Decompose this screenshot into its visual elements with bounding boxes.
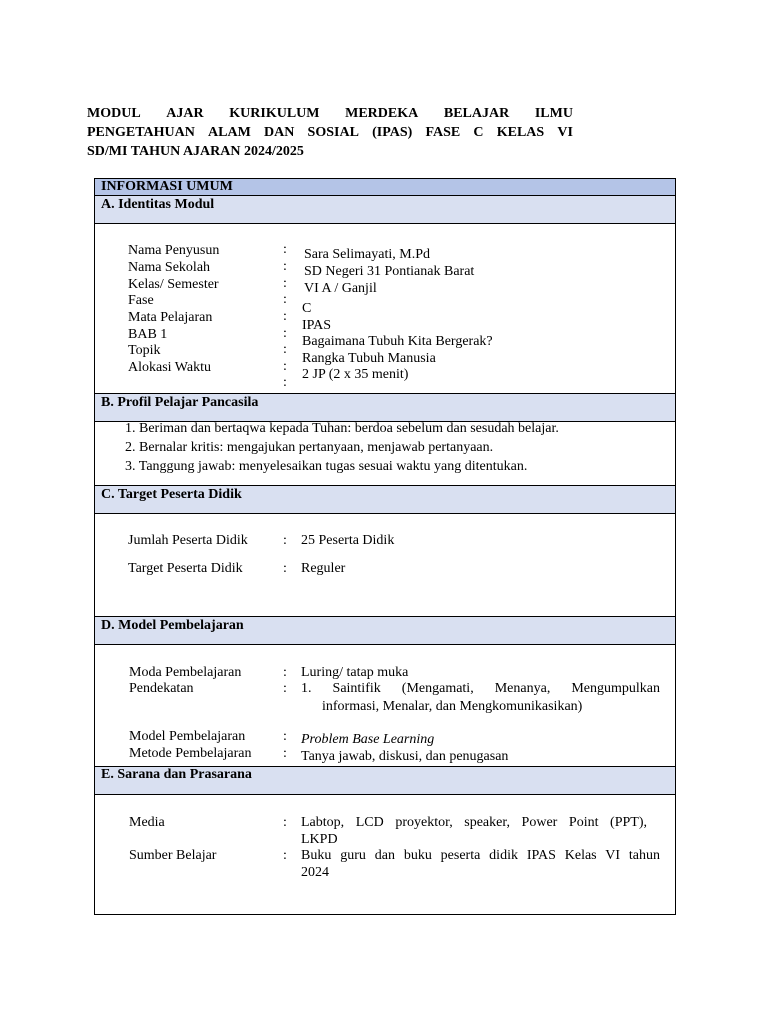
label-nama-sekolah: Nama Sekolah	[128, 260, 211, 275]
label-topik: Topik	[128, 343, 161, 358]
label-moda: Moda Pembelajaran	[129, 665, 242, 680]
colon: :	[283, 665, 287, 680]
title-word: MODUL	[87, 106, 141, 121]
value-alokasi-waktu: 2 JP (2 x 35 menit)	[302, 367, 409, 382]
title-word: PENGETAHUAN	[87, 125, 195, 140]
value-jumlah-peserta: 25 Peserta Didik	[301, 533, 395, 548]
title-word: KELAS	[496, 125, 545, 140]
section-header-sarana-prasarana	[95, 766, 675, 795]
section-title: A. Identitas Modul	[101, 197, 215, 212]
colon: :	[283, 276, 287, 291]
colon: :	[283, 326, 287, 341]
title-line-1	[87, 104, 573, 123]
title-word: C	[473, 125, 484, 140]
value-metode: Tanya jawab, diskusi, dan penugasan	[301, 749, 509, 764]
section-title: B. Profil Pelajar Pancasila	[101, 395, 259, 410]
label-nama-penyusun: Nama Penyusun	[128, 243, 220, 258]
title-word: BELAJAR	[443, 106, 510, 121]
value-nama-penyusun: Sara Selimayati, M.Pd	[304, 247, 430, 262]
title-line-2	[87, 123, 573, 142]
label-metode: Metode Pembelajaran	[129, 746, 252, 761]
title-word: MERDEKA	[345, 106, 419, 121]
colon: :	[283, 359, 287, 374]
colon: :	[283, 292, 287, 307]
section-header-informasi-umum	[95, 179, 675, 196]
document-title	[87, 104, 573, 161]
label-kelas-semester: Kelas/ Semester	[128, 277, 219, 292]
value-media-line1: Labtop, LCD proyektor, speaker, Power Point (PPT),	[301, 815, 647, 830]
colon: :	[283, 375, 287, 390]
section-title: INFORMASI UMUM	[101, 179, 233, 194]
colon: :	[283, 746, 287, 761]
title-word: (IPAS)	[372, 125, 413, 140]
value-nama-sekolah: SD Negeri 31 Pontianak Barat	[304, 264, 475, 279]
value-media-line2: LKPD	[301, 832, 338, 847]
value-mata-pelajaran: IPAS	[302, 318, 332, 333]
colon: :	[283, 729, 287, 744]
value-pendekatan-line1: 1. Saintifik (Mengamati, Menanya, Mengumpulkan	[301, 681, 660, 696]
label-model: Model Pembelajaran	[129, 729, 246, 744]
colon: :	[283, 681, 287, 696]
section-header-target-peserta	[95, 485, 675, 514]
title-word: ALAM	[208, 125, 251, 140]
value-fase: C	[302, 301, 312, 316]
label-fase: Fase	[128, 293, 154, 308]
label-bab: BAB 1	[128, 327, 168, 342]
list-item: 3. Tanggung jawab: menyelesaikan tugas sesuai waktu yang ditentukan.	[125, 459, 528, 474]
colon: :	[283, 259, 287, 274]
value-moda: Luring/ tatap muka	[301, 665, 409, 680]
label-sumber-belajar: Sumber Belajar	[129, 848, 217, 863]
colon: :	[283, 342, 287, 357]
title-word: DAN	[264, 125, 295, 140]
label-mata-pelajaran: Mata Pelajaran	[128, 310, 213, 325]
section-header-profil-pelajar	[95, 393, 675, 422]
label-jumlah-peserta: Jumlah Peserta Didik	[128, 533, 248, 548]
value-bab: Bagaimana Tubuh Kita Bergerak?	[302, 334, 493, 349]
value-target-peserta: Reguler	[301, 561, 346, 576]
title-word: SOSIAL	[307, 125, 359, 140]
value-model: Problem Base Learning	[301, 732, 435, 747]
colon: :	[283, 815, 287, 830]
label-alokasi-waktu: Alokasi Waktu	[128, 360, 211, 375]
label-media: Media	[129, 815, 165, 830]
colon: :	[283, 309, 287, 324]
colon: :	[283, 242, 287, 257]
value-pendekatan-line2: informasi, Menalar, dan Mengkomunikasikan)	[322, 699, 583, 714]
section-title: C. Target Peserta Didik	[101, 487, 242, 502]
value-sumber-line2: 2024	[301, 865, 329, 880]
label-pendekatan: Pendekatan	[129, 681, 194, 696]
list-item: 1. Beriman dan bertaqwa kepada Tuhan: berdoa sebelum dan sesudah belajar.	[125, 421, 559, 436]
title-word: FASE	[425, 125, 461, 140]
section-title: E. Sarana dan Prasarana	[101, 767, 252, 782]
section-header-model-pembelajaran	[95, 616, 675, 645]
section-title: D. Model Pembelajaran	[101, 618, 244, 633]
title-word: KURIKULUM	[229, 106, 320, 121]
value-sumber-line1: Buku guru dan buku peserta didik IPAS Kelas VI tahun	[301, 848, 660, 863]
label-target-peserta: Target Peserta Didik	[128, 561, 243, 576]
list-item: 2. Bernalar kritis: mengajukan pertanyaan, menjawab pertanyaan.	[125, 440, 494, 455]
title-word: AJAR	[166, 106, 204, 121]
title-line-3: SD/MI TAHUN AJARAN 2024/2025	[87, 144, 304, 159]
title-word: ILMU	[534, 106, 573, 121]
colon: :	[283, 561, 287, 576]
info-table	[94, 178, 676, 915]
section-header-identitas-modul	[95, 195, 675, 224]
title-word: VI	[557, 125, 573, 140]
colon: :	[283, 848, 287, 863]
value-topik: Rangka Tubuh Manusia	[302, 351, 436, 366]
value-kelas-semester: VI A / Ganjil	[304, 281, 377, 296]
colon: :	[283, 533, 287, 548]
